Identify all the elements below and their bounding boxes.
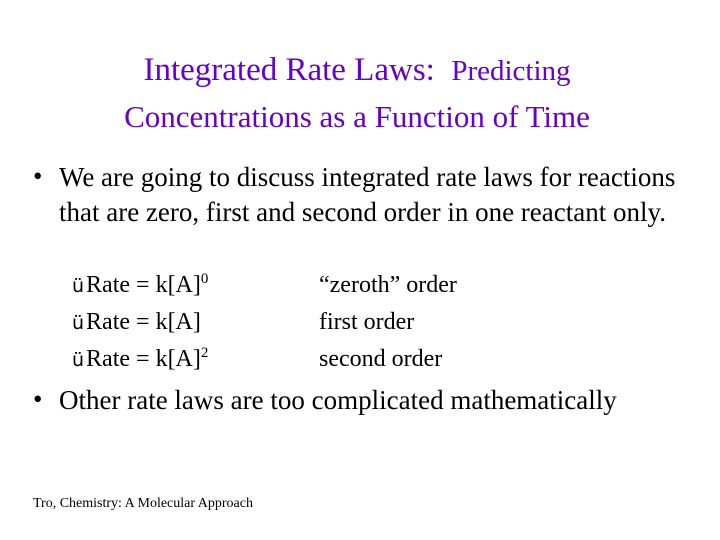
rate-law-text: Rate = k[A] [86, 272, 201, 298]
rate-law-text: Rate = k[A] [86, 309, 201, 335]
rate-law-text: Rate = k[A] [86, 346, 201, 372]
rate-law-zero [72, 272, 208, 299]
order-label-zero: “zeroth” order [319, 272, 457, 298]
checkmark-icon: ü [72, 275, 85, 297]
rate-law-second [72, 346, 208, 373]
order-label-first: first order [319, 309, 415, 335]
order-label-second: second order [319, 346, 443, 372]
bullet-marker: • [33, 384, 43, 414]
slide-title-part-b: Predicting [451, 55, 571, 87]
slide-title-line-1 [0, 52, 714, 89]
bullet-marker: • [33, 161, 43, 191]
checkmark-icon: ü [72, 349, 85, 371]
rate-law-exponent: 0 [200, 271, 209, 287]
bullet-text-other: Other rate laws are too complicated mathematically [59, 385, 617, 415]
checkmark-icon: ü [72, 312, 85, 334]
rate-law-exponent: 2 [200, 345, 209, 361]
bullet-text-intro: We are going to discuss integrated rate laws for reactions that are zero, first and second order in one reactant only. [59, 162, 676, 227]
footer-citation: Tro, Chemistry: A Molecular Approach [33, 496, 253, 511]
rate-law-first [72, 309, 201, 336]
slide-title-part-a: Integrated Rate Laws: [143, 52, 435, 88]
slide-title-line-2: Concentrations as a Function of Time [124, 99, 590, 134]
